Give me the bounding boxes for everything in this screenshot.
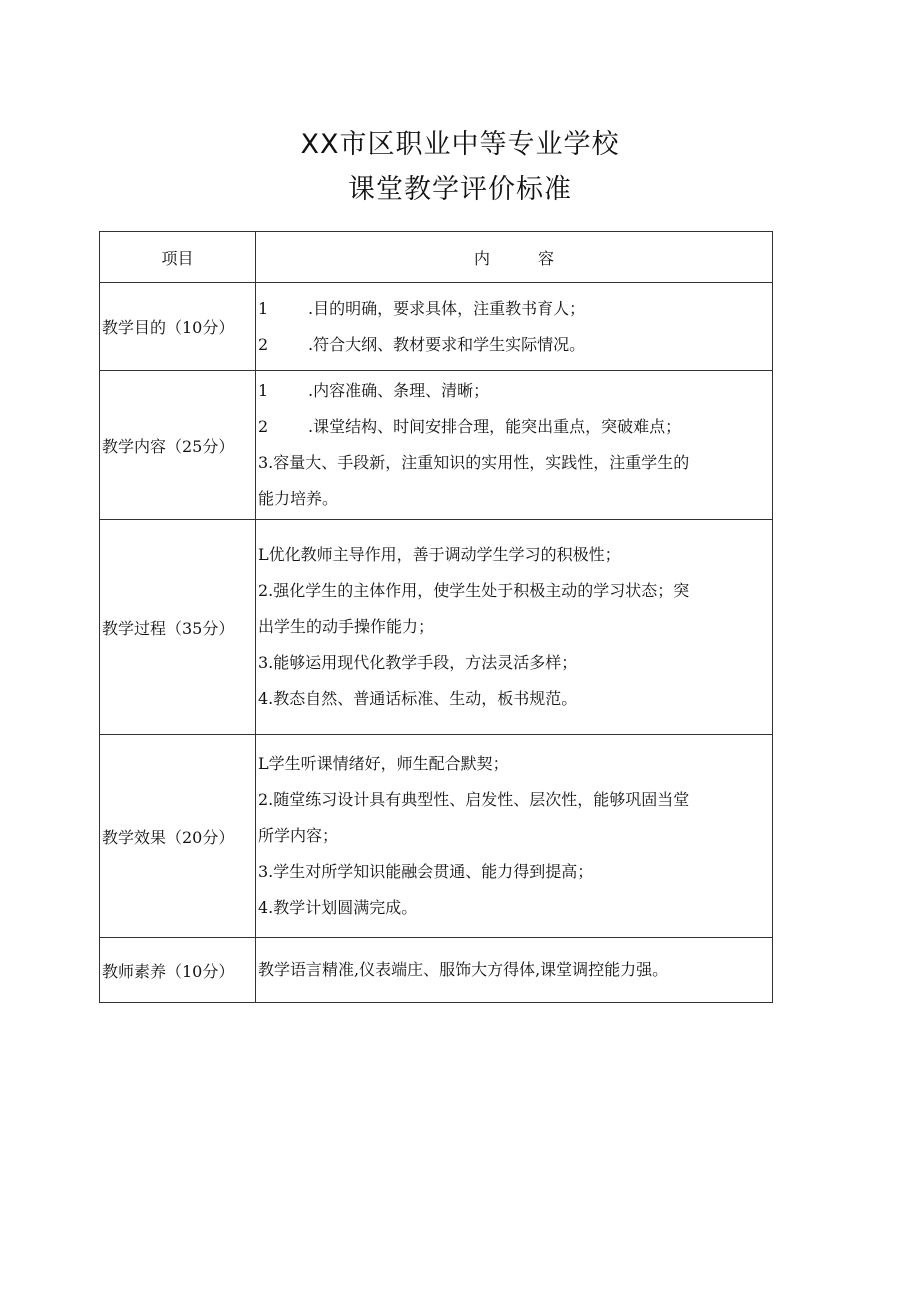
evaluation-table: [99, 231, 773, 1003]
content-line: [258, 327, 764, 363]
table-header-row: [100, 232, 773, 283]
table-row: [100, 735, 773, 938]
row-content-process: [256, 520, 773, 735]
line-text: .目的明确，要求具体，注重教书育人；: [308, 298, 586, 318]
content-line: 2.随堂练习设计具有典型性、启发性、层次性，能够巩固当堂: [258, 790, 690, 809]
table-row: [100, 371, 773, 520]
row-item-content: 教学内容（25分）: [100, 371, 256, 520]
row-content-purpose: [256, 283, 773, 371]
content-line: [258, 409, 764, 445]
row-item-purpose: 教学目的（10分）: [100, 283, 256, 371]
line-number: 1: [258, 381, 269, 400]
line-text: .符合大纲、教材要求和学生实际情况。: [308, 334, 586, 354]
document-title: XX市区职业中等专业学校: [300, 129, 620, 160]
line-number: 2: [258, 334, 269, 354]
row-content-effect: [256, 735, 773, 938]
document-subtitle: 课堂教学评价标准: [348, 174, 572, 205]
header-item: 项目: [100, 232, 256, 283]
content-line: 3.学生对所学知识能融会贯通、能力得到提高；: [258, 862, 594, 881]
line-text: .内容准确、条理、清晰；: [308, 381, 490, 400]
header-content: [256, 232, 773, 283]
row-item-quality: 教师素养（10分）: [100, 938, 256, 1003]
content-line: 3.容量大、手段新，注重知识的实用性，实践性，注重学生的: [258, 453, 690, 472]
row-content-quality: [256, 938, 773, 1003]
content-line: 2.强化学生的主体作用，使学生处于积极主动的学习状态；突: [258, 581, 690, 600]
content-line: 3.能够运用现代化教学手段，方法灵活多样；: [258, 653, 578, 672]
table-row: [100, 283, 773, 371]
content-line: 4.教态自然、普通话标准、生动，板书规范。: [258, 689, 578, 708]
header-content-char-2: 容: [538, 248, 555, 268]
row-content-content: [256, 371, 773, 520]
line-number: 2: [258, 417, 269, 436]
row-item-effect: 教学效果（20分）: [100, 735, 256, 938]
content-line: 出学生的动手操作能力；: [258, 617, 435, 636]
table-row: [100, 938, 773, 1003]
line-text: .课堂结构、时间安排合理，能突出重点，突破难点；: [308, 417, 682, 436]
line-number: 1: [258, 298, 269, 318]
header-content-char-1: 内: [473, 248, 490, 268]
content-line: [258, 373, 764, 409]
table-row: [100, 520, 773, 735]
content-line: 所学内容；: [258, 826, 339, 845]
content-line: [258, 291, 764, 327]
content-line: L学生听课情绪好，师生配合默契；: [258, 754, 509, 773]
content-line: L优化教师主导作用，善于调动学生学习的积极性；: [258, 545, 621, 564]
row-item-process: 教学过程（35分）: [100, 520, 256, 735]
content-line: 4.教学计划圆满完成。: [258, 898, 418, 917]
content-line: 教学语言精准,仪表端庄、服饰大方得体,课堂调控能力强。: [258, 960, 669, 979]
content-line: 能力培养。: [258, 489, 339, 508]
